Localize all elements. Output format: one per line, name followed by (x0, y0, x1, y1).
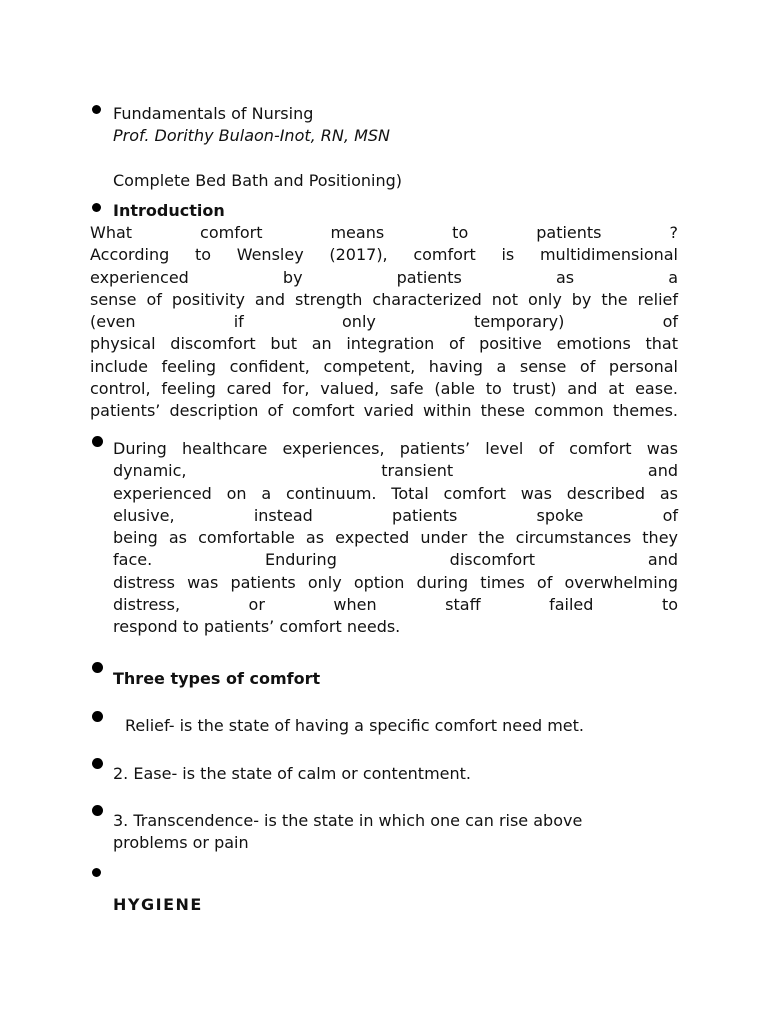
paragraph-line: experienced on a continuum. Total comfort was described as (113, 483, 678, 503)
paragraph-line: According to Wensley (2017), comfort is multidimensional (90, 245, 678, 265)
hygiene-heading: HYGIENE (113, 895, 203, 914)
bullet-icon (92, 805, 103, 816)
paragraph-line: distress, or when staff failed to (113, 595, 678, 615)
paragraph-line: experienced by patients as a (90, 267, 678, 287)
paragraph-line: respond to patients’ comfort needs. (113, 617, 401, 637)
introduction-heading: Introduction (113, 201, 225, 220)
paragraph-line: What comfort means to patients ? (90, 223, 678, 242)
comfort-types-heading: Three types of comfort (113, 669, 321, 688)
course-title: Fundamentals of Nursing (113, 104, 314, 123)
bullet-icon (92, 711, 103, 722)
relief-definition: Relief- is the state of having a specific comfort need met. (125, 716, 584, 735)
bullet-icon (92, 868, 101, 877)
paragraph-line: patients’ description of comfort varied within these common themes. (90, 401, 678, 421)
transcendence-definition-continued: problems or pain (113, 833, 249, 852)
paragraph-line: control, feeling cared for, valued, safe (able to trust) and at ease. (90, 379, 678, 399)
paragraph-line: distress was patients only option during times of overwhelming (113, 572, 678, 592)
paragraph-line: being as comfortable as expected under the circumstances they (113, 528, 678, 548)
bullet-icon (92, 758, 103, 769)
healthcare-paragraph (113, 438, 678, 639)
instructor-name: Prof. Dorithy Bulaon-Inot, RN, MSN (113, 126, 390, 145)
paragraph-line: sense of positivity and strength characterized not only by the relief (90, 289, 678, 309)
paragraph-line: physical discomfort but an integration of positive emotions that (90, 334, 678, 354)
paragraph-line: During healthcare experiences, patients’ level of comfort was (113, 439, 678, 458)
bullet-icon (92, 203, 101, 212)
topic-title: Complete Bed Bath and Positioning) (113, 171, 403, 190)
transcendence-definition: 3. Transcendence- is the state in which one can rise above (113, 811, 583, 830)
introduction-paragraph (90, 222, 678, 423)
bullet-icon (92, 436, 103, 447)
bullet-icon (92, 662, 103, 673)
paragraph-line: dynamic, transient and (113, 461, 678, 481)
paragraph-line: include feeling confident, competent, having a sense of personal (90, 356, 678, 376)
paragraph-line: (even if only temporary) of (90, 312, 678, 332)
paragraph-line: face. Enduring discomfort and (113, 550, 678, 570)
bullet-icon (92, 105, 101, 114)
paragraph-line: elusive, instead patients spoke of (113, 505, 678, 525)
ease-definition: 2. Ease- is the state of calm or contentment. (113, 764, 471, 783)
